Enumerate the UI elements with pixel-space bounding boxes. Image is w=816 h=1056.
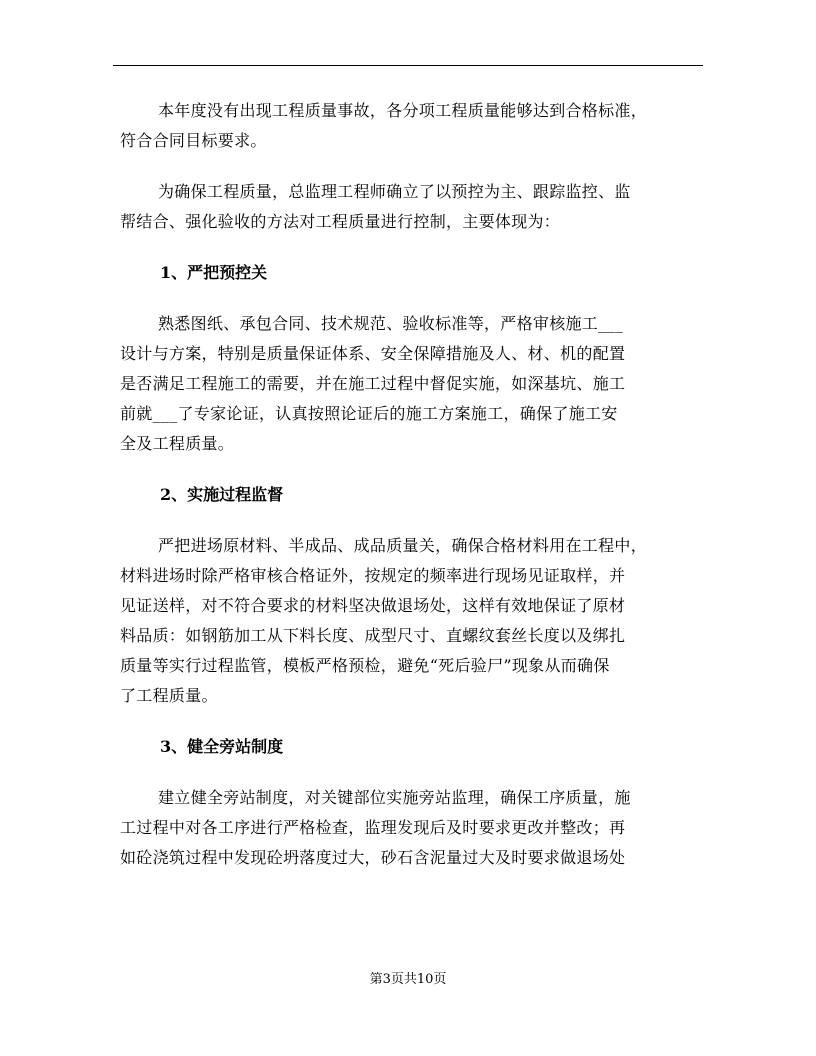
paragraph-side-station — [120, 783, 710, 873]
paragraph-pre-control — [120, 309, 710, 459]
document-body — [120, 96, 710, 873]
page-number-footer: 第3页共10页 — [369, 972, 447, 987]
text-line: 帮结合、强化验收的方法对工程质量进行控制，主要体现为： — [120, 212, 561, 231]
text-line: 了工程质量。 — [120, 686, 218, 705]
paragraph-quality-summary — [120, 96, 710, 156]
text-line: 设计与方案，特别是质量保证体系、安全保障措施及人、材、机的配置 — [120, 344, 626, 363]
text-line: 前就___了专家论证，认真按照论证后的施工方案施工，确保了施工安 — [120, 404, 618, 423]
text-line: 是否满足工程施工的需要，并在施工过程中督促实施，如深基坑、施工 — [120, 374, 626, 393]
text-line: 质量等实行过程监管，模板严格预检，避免“死后验尸”现象从而确保 — [120, 656, 610, 675]
section-heading-process-supervision: 2、实施过程监督 — [160, 485, 284, 504]
text-line: 为确保工程质量，总监理工程师确立了以预控为主、跟踪监控、监 — [158, 182, 631, 201]
text-line: 严把进场原材料、半成品、成品质量关，确保合格材料用在工程中， — [158, 536, 648, 555]
text-line: 如砼浇筑过程中发现砼坍落度过大，砂石含泥量过大及时要求做退场处 — [120, 848, 626, 867]
text-line: 全及工程质量。 — [120, 434, 235, 453]
text-line: 见证送样，对不符合要求的材料坚决做退场处，这样有效地保证了原材 — [120, 596, 626, 615]
section-heading-side-station: 3、健全旁站制度 — [160, 737, 284, 756]
text-line: 料品质：如钢筋加工从下料长度、成型尺寸、直螺纹套丝长度以及绑扎 — [120, 626, 626, 645]
text-line: 建立健全旁站制度，对关键部位实施旁站监理，确保工序质量，施 — [158, 788, 631, 807]
paragraph-process-supervision — [120, 531, 710, 711]
text-line: 工过程中对各工序进行严格检查，监理发现后及时要求更改并整改；再 — [120, 818, 626, 837]
header-rule — [113, 65, 703, 66]
section-heading-pre-control: 1、严把预控关 — [160, 263, 268, 282]
paragraph-control-methods — [120, 177, 710, 237]
text-line: 本年度没有出现工程质量事故，各分项工程质量能够达到合格标准， — [158, 101, 648, 120]
text-line: 熟悉图纸、承包合同、技术规范、验收标准等，严格审核施工___ — [158, 314, 624, 333]
text-line: 材料进场时除严格审核合格证外，按规定的频率进行现场见证取样，并 — [120, 566, 626, 585]
text-line: 符合合同目标要求。 — [120, 131, 267, 150]
